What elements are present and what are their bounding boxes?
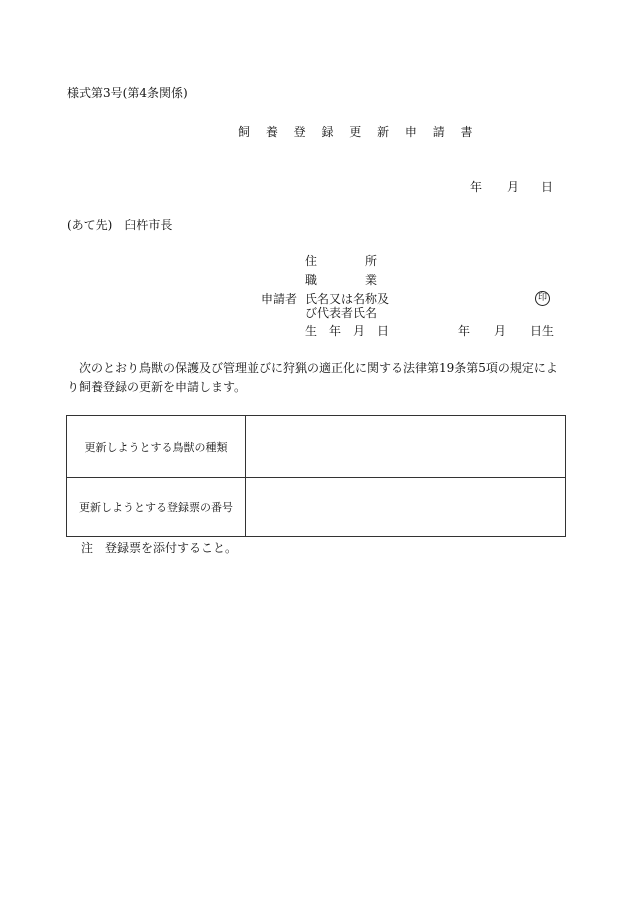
renewal-table (66, 415, 566, 537)
table-row (67, 478, 566, 537)
body-paragraph: 次のとおり鳥獣の保護及び管理並びに狩猟の適正化に関する法律第19条第5項の規定により飼養登録の更新を申請します。 (67, 361, 558, 394)
name-label-line1: 氏名又は名称及 (305, 292, 390, 306)
birth-year-label: 年 (458, 324, 471, 338)
note: 注 登録票を添付すること。 (81, 541, 238, 555)
date-month-label: 月 (507, 180, 520, 194)
page-title: 飼 養 登 録 更 新 申 請 書 (238, 125, 479, 139)
form-number: 様式第3号(第4条関係) (67, 86, 188, 100)
applicant-label: 申請者 (261, 292, 298, 306)
registration-number-field[interactable] (246, 478, 566, 537)
birth-month-label: 月 (494, 324, 507, 338)
date-day-label: 日 (541, 180, 554, 194)
birth-label: 生 年 月 日 (305, 324, 390, 338)
table-row (67, 416, 566, 478)
registration-number-label: 更新しようとする登録票の番号 (67, 478, 246, 537)
occupation-label: 職 業 (305, 273, 378, 287)
address-label: 住 所 (305, 254, 378, 268)
species-label: 更新しようとする鳥獣の種類 (67, 416, 246, 478)
name-label-line2: び代表者氏名 (305, 306, 378, 320)
species-field[interactable] (246, 416, 566, 478)
date-year-label: 年 (470, 180, 483, 194)
seal-mark: 印 (535, 291, 550, 306)
birth-day-label: 日生 (530, 324, 555, 338)
addressee: (あて先) 臼杵市長 (67, 218, 173, 232)
